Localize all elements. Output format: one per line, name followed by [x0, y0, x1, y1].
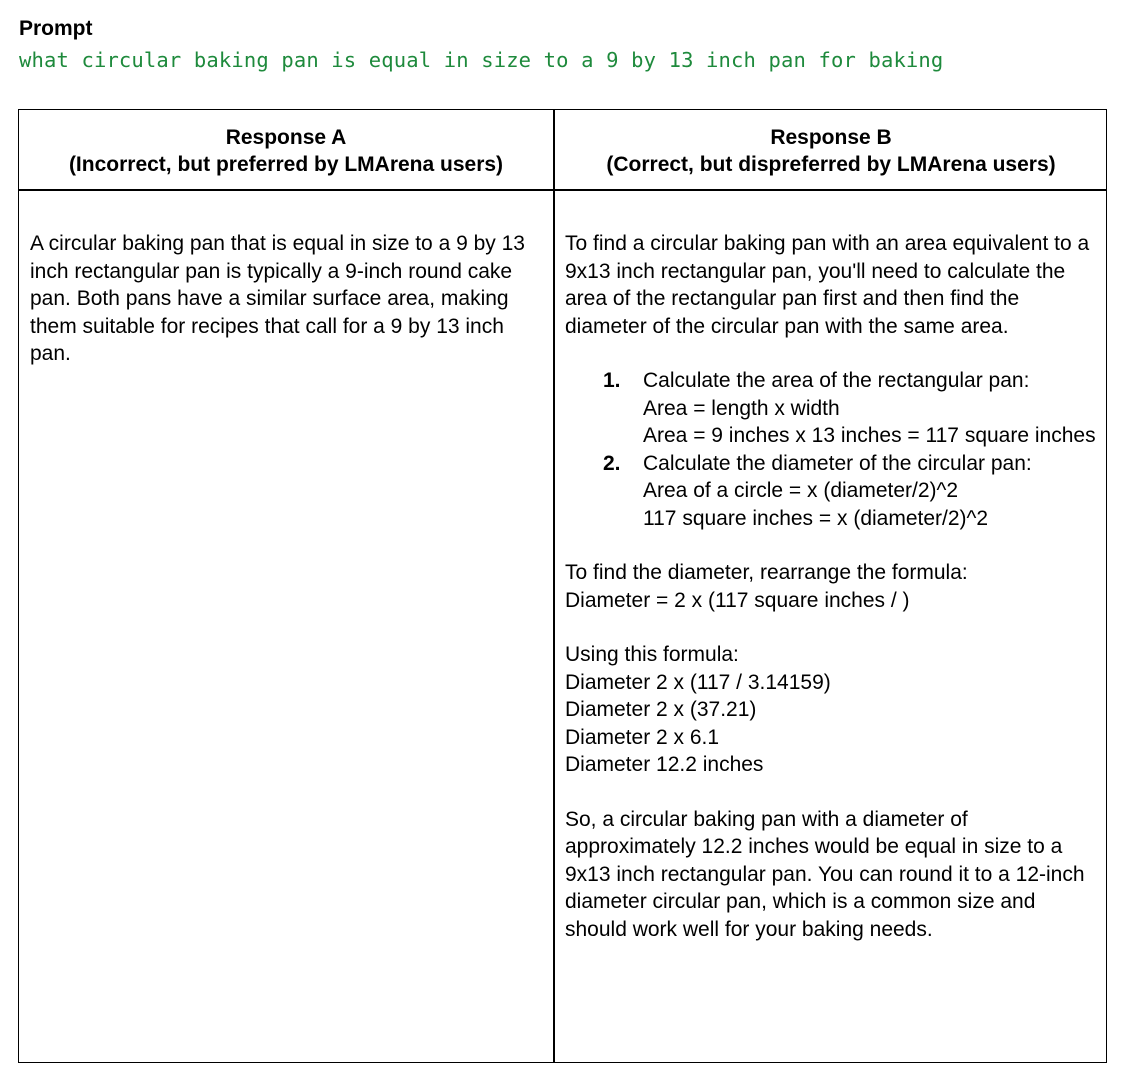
list-item [565, 367, 1100, 450]
step-line: Area = 9 inches x 13 inches = 117 square inches [643, 424, 1096, 447]
response-a-body: A circular baking pan that is equal in size to a 9 by 13 inch rectangular pan is typically a 9-inch round cake pan. Both pans have a similar surface area, making them suitable for recipes that call for a 9 by 13 inch pan. [30, 232, 525, 365]
response-b-cell [565, 230, 1100, 943]
step-line: Area of a circle = x (diameter/2)^2 [643, 479, 959, 502]
rearrange-line: Diameter = 2 x (117 square inches / ) [565, 588, 910, 612]
step-title: Calculate the diameter of the circular pan: [643, 451, 1032, 475]
formula-line: Diameter 2 x (37.21) [565, 698, 757, 721]
response-b-conclusion: So, a circular baking pan with a diameter of approximately 12.2 inches would be equal in size to a 9x13 inch rectangular pan. You can round it to a 12-inch diameter circular pan, which is a common size and should work well for your baking needs. [565, 807, 1085, 941]
response-b-header [555, 124, 1107, 178]
response-b-subtitle: (Correct, but dispreferred by LMArena users) [606, 153, 1056, 176]
prompt-heading: Prompt [19, 17, 93, 40]
comparison-table [18, 109, 1107, 1063]
response-a-header [19, 124, 553, 178]
list-item [565, 450, 1100, 533]
response-b-intro: To find a circular baking pan with an area equivalent to a 9x13 inch rectangular pan, you'll need to calculate the area of the rectangular pan first and then find the diameter of the circular pan with the same area. [565, 232, 1090, 338]
formula-line: Diameter 2 x (117 / 3.14159) [565, 670, 831, 694]
response-a-cell [30, 230, 550, 368]
step-number: 2. [603, 451, 621, 475]
spacer [565, 340, 1100, 367]
prompt-text: what circular baking pan is equal in size to a 9 by 13 inch pan for baking [19, 48, 944, 72]
step-line: Area = length x width [643, 396, 840, 420]
response-b-title: Response B [770, 126, 892, 149]
column-divider [553, 110, 555, 1062]
rearrange-line: To find the diameter, rearrange the formula: [565, 561, 968, 584]
spacer [565, 532, 1100, 559]
step-line: 117 square inches = x (diameter/2)^2 [643, 506, 989, 530]
response-a-subtitle: (Incorrect, but preferred by LMArena users) [68, 153, 504, 176]
step-number: 1. [603, 369, 621, 392]
header-divider [19, 189, 1106, 191]
step-title: Calculate the area of the rectangular pan: [643, 369, 1030, 392]
formula-line: Using this formula: [565, 643, 739, 666]
spacer [565, 614, 1100, 641]
spacer [565, 779, 1100, 806]
response-a-title: Response A [225, 126, 347, 149]
formula-line: Diameter 2 x 6.1 [565, 725, 720, 749]
formula-line: Diameter 12.2 inches [565, 753, 764, 776]
steps-list [565, 367, 1100, 532]
